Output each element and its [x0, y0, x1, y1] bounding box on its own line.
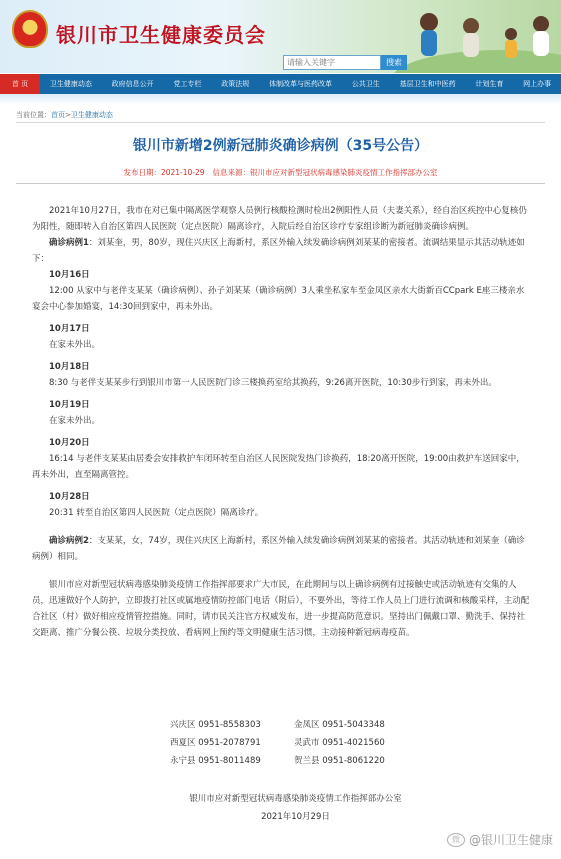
nav-item-gov-info[interactable]: 政府信息公开 — [111, 80, 154, 88]
weibo-watermark — [447, 831, 553, 848]
contact-entry: 灵武市 0951-4021560 — [294, 738, 385, 748]
contact-entry: 兴庆区 0951-8558303 — [170, 720, 261, 730]
breadcrumb — [16, 110, 113, 120]
nav-item-health-news[interactable]: 卫生健康动态 — [49, 80, 92, 88]
timeline-text: 在家未外出。 — [49, 416, 101, 426]
contact-entry: 金凤区 0951-5043348 — [294, 720, 385, 730]
article-body — [32, 203, 532, 641]
nav-item-policy[interactable]: 政策法规 — [221, 80, 250, 88]
case2-label: 确诊病例2 — [49, 536, 89, 546]
breadcrumb-section[interactable]: 卫生健康动态 — [70, 111, 113, 119]
weibo-icon: 微 — [447, 833, 465, 847]
nav-item-home[interactable]: 首 页 — [0, 74, 40, 94]
nav-item-reform[interactable]: 体制改革与医药改革 — [269, 80, 333, 88]
publish-date: 2021-10-29 — [160, 168, 205, 177]
signature-date: 2021年10月29日 — [261, 812, 330, 822]
site-title[interactable]: 银川市卫生健康委员会 — [56, 23, 266, 47]
contact-table — [170, 716, 418, 770]
contact-row — [170, 716, 418, 734]
watermark-text: @银川卫生健康 — [468, 833, 553, 847]
timeline-text: 在家未外出。 — [49, 340, 101, 350]
divider — [16, 122, 545, 123]
timeline-date: 10月17日 — [49, 324, 90, 334]
contact-row — [170, 752, 418, 770]
nav-item-public-health[interactable]: 公共卫生 — [351, 80, 380, 88]
divider — [16, 183, 545, 184]
intro-paragraph: 2021年10月27日，我市在对已集中隔离医学观察人员例行核酸检测时检出2例阳性人员（夫妻关系），经自治区疾控中心复核仍为阳性，随即转入自治区第四人民医院（定点医院）隔离诊疗，入院后经自治区诊疗专家组诊断为新冠肺炎确诊病例。 — [32, 206, 527, 232]
breadcrumb-prefix: 当前位置： — [16, 111, 51, 119]
timeline-date: 10月19日 — [49, 400, 90, 410]
article-meta — [0, 167, 561, 178]
article-title: 银川市新增2例新冠肺炎确诊病例（35号公告） — [132, 138, 429, 154]
timeline-date: 10月18日 — [49, 362, 90, 372]
nav-item-primary-care[interactable]: 基层卫生和中医药 — [399, 80, 456, 88]
case2-text: ：支某某，女，74岁，现住兴庆区上海新村，系区外输入续发确诊病例刘某某的密接者。其活动轨迹和刘某奎（确诊病例）相同。 — [32, 536, 525, 562]
main-nav — [0, 74, 561, 94]
nav-item-party[interactable]: 党工专栏 — [173, 80, 202, 88]
breadcrumb-home[interactable]: 首页 — [51, 111, 65, 119]
notice-paragraph: 银川市应对新型冠状病毒感染肺炎疫情工作指挥部要求广大市民，在此期间与以上确诊病例有过接触史或活动轨迹有交集的人员，迅速做好个人防护，立即拨打社区或属地疫情防控部门电话（附后），不要外出，等待工作人员上门进行流调和核酸采样，主动配合社区（村）做好相应疫情管控措施。同时，请市民关注官方权威发布，进一步提高防范意识。坚持出门佩戴口罩、勤洗手、保持社交距离、推广分餐公筷、垃圾分类投放、看病网上预约等文明健康生活习惯，主动接种新冠病毒疫苗。 — [32, 580, 530, 638]
source-text: 银川市应对新型冠状病毒感染肺炎疫情工作指挥部办公室 — [250, 168, 438, 177]
breadcrumb-separator: > — [65, 111, 71, 119]
timeline-text: 8:30 与老伴支某某步行到银川市第一人民医院门诊三楼换药室给其换药，9:26离开医院，10:30步行到家，再未外出。 — [49, 378, 497, 388]
search-button[interactable]: 搜索 — [381, 55, 407, 70]
nav-item-family-planning[interactable]: 计划生育 — [475, 80, 504, 88]
contact-entry: 贺兰县 0951-8061220 — [294, 756, 385, 766]
timeline-text: 20:31 转至自治区第四人民医院（定点医院）隔离诊疗。 — [49, 508, 264, 518]
national-emblem-icon: ★ — [12, 10, 48, 48]
timeline-date: 10月16日 — [49, 270, 90, 280]
case1-paragraph — [32, 235, 532, 267]
contact-entry: 西夏区 0951-2078791 — [170, 738, 261, 748]
timeline-date: 10月20日 — [49, 438, 90, 448]
case2-paragraph — [32, 533, 532, 565]
contact-row — [170, 734, 418, 752]
nav-shadow — [0, 94, 561, 104]
nav-item-online-services[interactable]: 网上办事 — [523, 80, 552, 88]
case1-label: 确诊病例1 — [49, 238, 89, 248]
source-label: 信息来源： — [212, 168, 251, 177]
signature-org: 银川市应对新型冠状病毒感染肺炎疫情工作指挥部办公室 — [189, 794, 402, 804]
timeline-text: 16:14 与老伴支某某由居委会安排救护车闭环转至自治区人民医院发热门诊换药，18:20离开医院，19:00由救护车送回家中，再未外出，直至隔离管控。 — [32, 454, 525, 480]
timeline-date: 10月28日 — [49, 492, 90, 502]
contact-entry: 永宁县 0951-8011489 — [170, 756, 261, 766]
case1-text: ：刘某奎，男，80岁，现住兴庆区上海新村，系区外输入续发确诊病例刘某某的密接者。流调结果显示其活动轨迹如下： — [32, 238, 525, 264]
timeline-text: 12:00 从家中与老伴支某某（确诊病例）、孙子刘某某（确诊病例）3人乘坐私家车至金凤区亲水大街新百CCpark E座三楼亲水宴会中心参加婚宴，14:30回到家中，再未外出。 — [32, 286, 525, 312]
publish-label: 发布日期： — [123, 168, 161, 177]
site-header — [0, 0, 561, 73]
search-input[interactable] — [283, 55, 381, 70]
